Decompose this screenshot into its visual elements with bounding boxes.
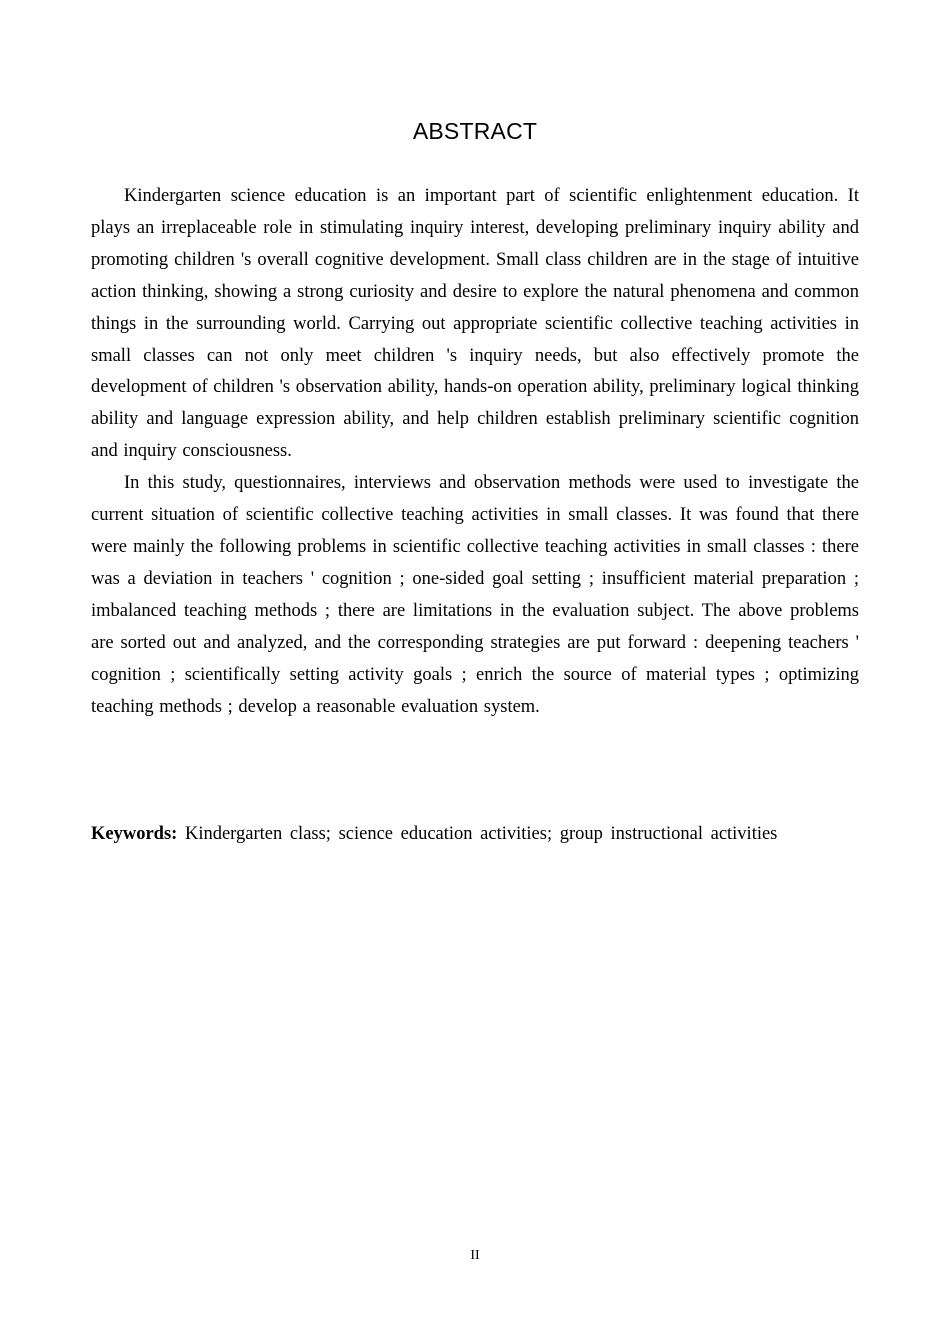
abstract-body	[91, 181, 859, 723]
abstract-title: ABSTRACT	[412, 118, 538, 144]
keywords-text: Kindergarten class; science education activities; group instructional activities	[184, 824, 778, 844]
abstract-paragraph-2: In this study, questionnaires, interviews and observation methods were used to investigate the current situation of scientific collective teaching activities in small classes. It was found that there were mainly the following problems in scientific collective teaching activities in small classes : there was a deviation in teachers ' cognition ; one-sided goal setting ; insufficient material preparation ; imbalanced teaching methods ; there are limitations in the evaluation subject. The above problems are sorted out and analyzed, and the corresponding strategies are put forward : deepening teachers ' cognition ; scientifically setting activity goals ; enrich the source of material types ; optimizing teaching methods ; develop a reasonable evaluation system.	[91, 473, 859, 717]
keywords-label: Keywords:	[91, 824, 178, 844]
abstract-paragraph-1: Kindergarten science education is an important part of scientific enlightenment education. It plays an irreplaceable role in stimulating inquiry interest, developing preliminary inquiry ability and promoting children 's overall cognitive development. Small class children are in the stage of intuitive action thinking, showing a strong curiosity and desire to explore the natural phenomena and common things in the surrounding world. Carrying out appropriate scientific collective teaching activities in small classes can not only meet children 's inquiry needs, but also effectively promote the development of children 's observation ability, hands-on operation ability, preliminary logical thinking ability and language expression ability, and help children establish preliminary scientific cognition and inquiry consciousness.	[91, 186, 859, 462]
page-number: II	[470, 1248, 480, 1263]
keywords-line	[91, 819, 891, 850]
